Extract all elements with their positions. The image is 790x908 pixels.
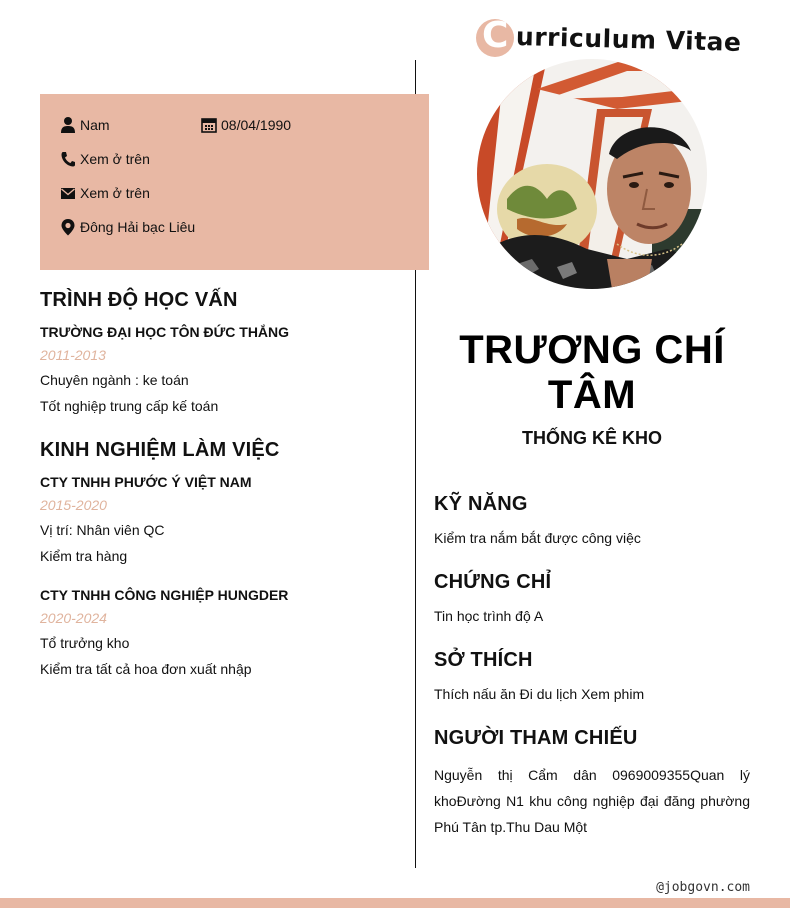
certificates-title: CHỨNG CHỈ	[434, 571, 552, 593]
logo-letter: C	[482, 15, 509, 56]
profile-photo	[477, 59, 707, 289]
job-2-line-2: Kiểm tra tất cả hoa đơn xuất nhập	[40, 661, 252, 677]
job-2-company: CTY TNHH CÔNG NGHIỆP HUNGDER	[40, 587, 289, 603]
references-text: Nguyễn thị Cẩm dân 0969009355Quan lý khoĐường N1 khu công nghiệp đại đăng phường Phú Tân tp.Thu Dau Một	[434, 767, 750, 835]
location-pin-icon	[60, 218, 76, 236]
birthdate-value: 08/04/1990	[221, 117, 292, 133]
footer-credit: @jobgovn.com	[656, 880, 750, 895]
profile-photo-image	[477, 59, 707, 289]
contact-gender	[60, 116, 110, 134]
phone-value: Xem ở trên	[80, 151, 150, 167]
logo-circle	[476, 15, 514, 57]
education-line-2: Tốt nghiệp trung cấp kế toán	[40, 398, 219, 414]
mail-icon	[60, 184, 76, 202]
job-2-period: 2020-2024	[40, 610, 107, 626]
contact-birthdate	[201, 116, 291, 134]
job-1-period: 2015-2020	[40, 497, 107, 513]
contact-phone	[60, 150, 150, 168]
calendar-icon	[201, 116, 217, 134]
education-title: TRÌNH ĐỘ HỌC VẤN	[40, 289, 238, 311]
job-2-line-1: Tổ trưởng kho	[40, 635, 130, 651]
experience-title: KINH NGHIỆM LÀM VIỆC	[40, 439, 280, 461]
cv-logo	[476, 15, 742, 58]
skills-text: Kiểm tra nắm bắt được công việc	[434, 530, 641, 546]
education-line-1: Chuyên ngành : ke toán	[40, 372, 189, 388]
skills-title: KỸ NĂNG	[434, 493, 528, 515]
certificates-text: Tin học trình độ A	[434, 608, 544, 624]
footer-bar	[0, 898, 790, 908]
candidate-role: THỐNG KÊ KHO	[521, 428, 662, 448]
education-school: TRƯỜNG ĐẠI HỌC TÔN ĐỨC THẮNG	[40, 324, 290, 340]
job-1-line-2: Kiểm tra hàng	[40, 548, 128, 564]
job-1-company: CTY TNHH PHƯỚC Ý VIỆT NAM	[40, 474, 252, 490]
contact-email	[60, 184, 150, 202]
contact-box	[40, 94, 429, 270]
hobbies-text: Thích nấu ăn Đi du lịch Xem phim	[434, 686, 645, 702]
phone-icon	[60, 150, 76, 168]
candidate-name: TRƯƠNG CHÍ TÂM	[459, 328, 725, 417]
job-1-line-1: Vị trí: Nhân viên QC	[40, 522, 165, 538]
person-icon	[60, 116, 76, 134]
email-value: Xem ở trên	[80, 185, 150, 201]
references-title: NGƯỜI THAM CHIẾU	[434, 727, 638, 749]
contact-address	[60, 218, 195, 236]
logo-text: urriculum Vitae	[515, 22, 742, 57]
education-period: 2011-2013	[40, 347, 106, 363]
gender-value: Nam	[80, 117, 110, 133]
address-value: Đông Hải bạc Liêu	[80, 219, 196, 235]
hobbies-title: SỞ THÍCH	[434, 649, 533, 671]
